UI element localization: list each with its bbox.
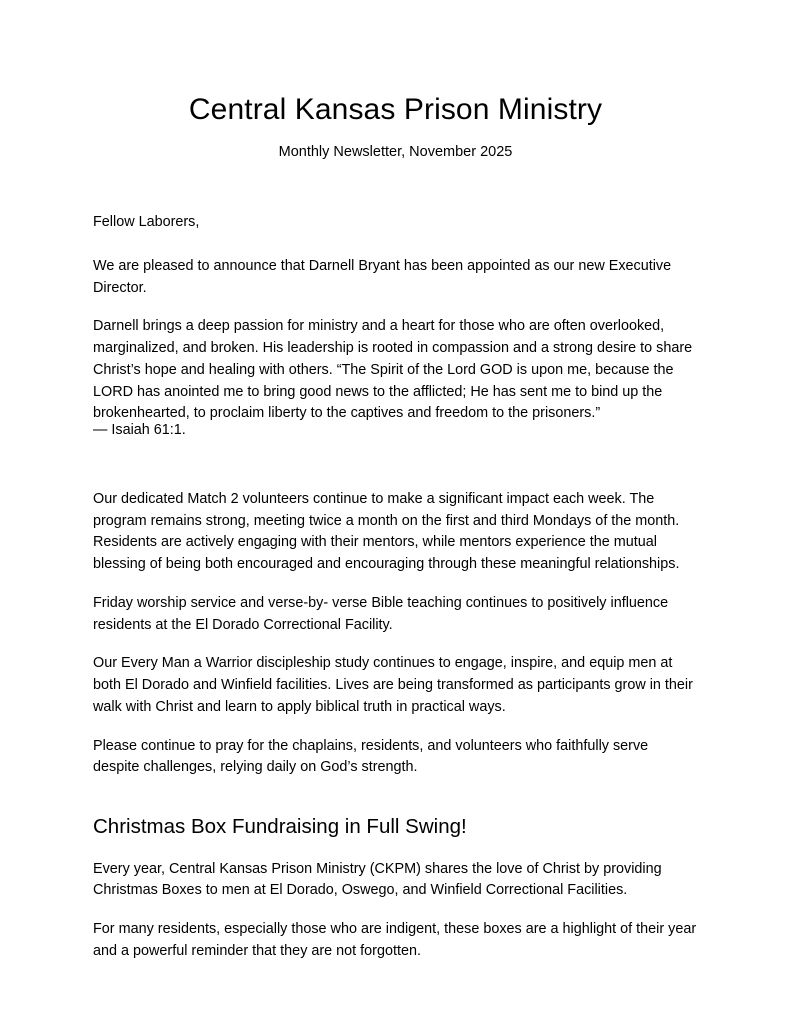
- section-heading-christmas-box: Christmas Box Fundraising in Full Swing!: [93, 815, 467, 838]
- paragraph-warrior: Our Every Man a Warrior discipleship study continues to engage, inspire, and equip men at both El Dorado and Winfield facilities. Lives are being transformed as participants grow in their walk with Christ and learn to apply biblical truth in practical ways.: [93, 655, 693, 715]
- salutation: Fellow Laborers,: [93, 214, 200, 230]
- paragraph-christmas-intro: Every year, Central Kansas Prison Ministry (CKPM) shares the love of Christ by providing Christmas Boxes to men at El Dorado, Oswego, and Winfield Correctional Facilities.: [93, 860, 662, 899]
- paragraph-bio: Darnell brings a deep passion for ministry and a heart for those who are often overlooked, marginalized, and broken. His leadership is rooted in compassion and a strong desire to share Christ’s hope and healing with others. “The Spirit of the Lord GOD is upon me, because the LORD has anointed me to bring good news to the afflicted; He has sent me to bind up the brokenhearted, to proclaim liberty to the captives and freedom to the prisoners.”: [93, 318, 693, 422]
- paragraph-christmas-impact: For many residents, especially those who are indigent, these boxes are a highlight of their year and a powerful reminder that they are not forgotten.: [93, 921, 697, 959]
- paragraph-match2: Our dedicated Match 2 volunteers continue to make a significant impact each week. The program remains strong, meeting twice a month on the first and third Mondays of the month. Residents are actively engaging with their mentors, while mentors experience the mutual blessing of being both encouraged and encouraging through these meaningful relationships.: [93, 490, 680, 572]
- paragraph-announcement: We are pleased to announce that Darnell Bryant has been appointed as our new Executive Director.: [93, 257, 672, 296]
- scripture-attribution: — Isaiah 61:1.: [93, 422, 186, 438]
- section-spacer: [93, 459, 698, 489]
- letter-body: [93, 160, 698, 963]
- page-title: Central Kansas Prison Ministry: [188, 93, 603, 126]
- page-subtitle: Monthly Newsletter, November 2025: [278, 144, 513, 160]
- paragraph-worship: Friday worship service and verse-by- verse Bible teaching continues to positively influence residents at the El Dorado Correctional Facility.: [93, 594, 669, 633]
- paragraph-prayer: Please continue to pray for the chaplains, residents, and volunteers who faithfully serve despite challenges, relying daily on God’s strength.: [93, 737, 649, 776]
